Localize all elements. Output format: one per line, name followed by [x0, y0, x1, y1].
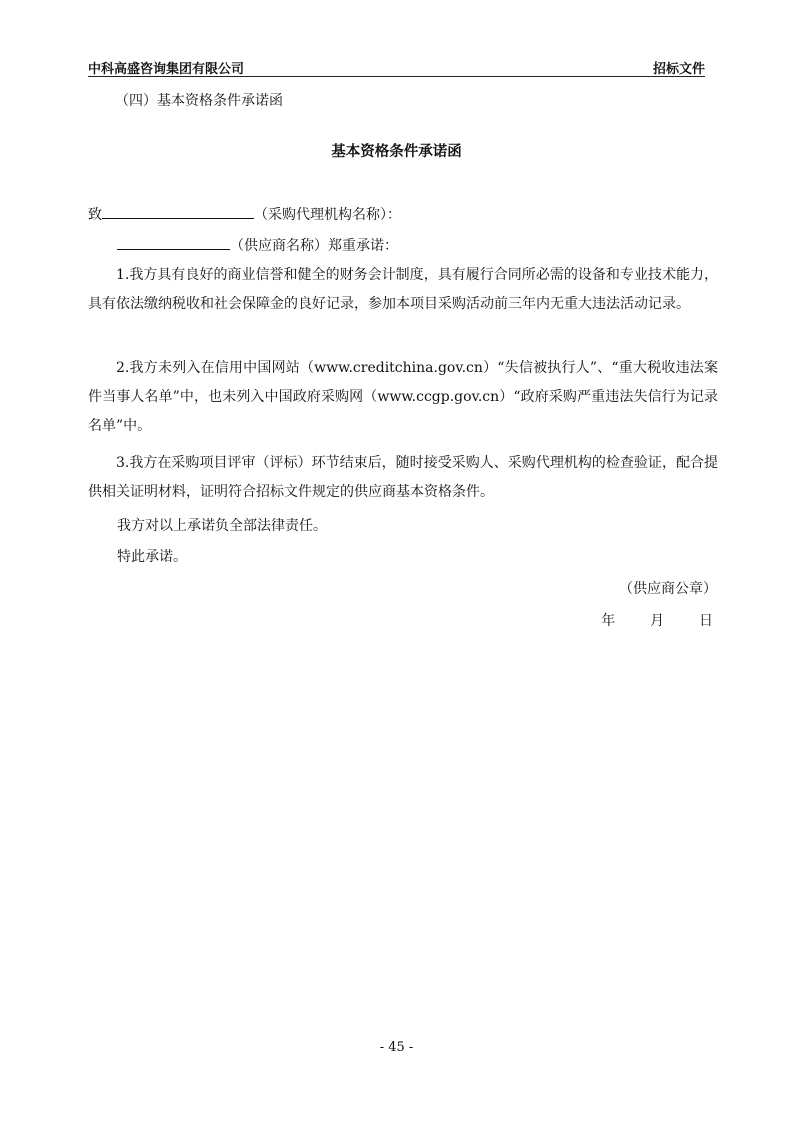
document-title: 基本资格条件承诺函 [331, 144, 462, 160]
addressee-line [88, 204, 401, 224]
date-day: 日 [699, 613, 713, 629]
supplier-name-blank[interactable] [117, 235, 230, 250]
commitment-paragraph-2: 2.我方未列入在信用中国网站（www.creditchina.gov.cn）“失信被执行人”、“重大税收违法案件当事人名单”中，也未列入中国政府采购网（www.ccgp.gov.cn）“政府采购严重违法失信行为记录名单”中。 [88, 360, 718, 434]
page-header [88, 56, 705, 77]
closing-statement: 特此承诺。 [117, 549, 187, 565]
header-doc-type: 招标文件 [652, 62, 705, 77]
date-year: 年 [601, 613, 616, 629]
addressee-suffix: （采购代理机构名称）： [254, 207, 401, 223]
supplier-seal-label: （供应商公章） [619, 581, 717, 597]
date-line [601, 610, 713, 630]
agency-name-blank[interactable] [102, 204, 254, 219]
page-number: - 45 - [379, 1040, 414, 1055]
section-heading: （四）基本资格条件承诺函 [115, 93, 283, 109]
commitment-paragraph-1: 1.我方具有良好的商业信誉和健全的财务会计制度，具有履行合同所必需的设备和专业技术能力，具有依法缴纳税收和社会保障金的良好记录，参加本项目采购活动前三年内无重大违法活动记录。 [88, 267, 718, 312]
date-month: 月 [650, 613, 665, 629]
supplier-line-suffix: （供应商名称）郑重承诺： [230, 238, 398, 254]
commitment-paragraph-3: 3.我方在采购项目评审（评标）环节结束后，随时接受采购人、采购代理机构的检查验证，配合提供相关证明材料，证明符合招标文件规定的供应商基本资格条件。 [88, 455, 718, 500]
supplier-line [117, 235, 398, 255]
addressee-prefix: 致 [88, 207, 102, 223]
header-company: 中科高盛咨询集团有限公司 [88, 62, 245, 77]
liability-statement: 我方对以上承诺负全部法律责任。 [117, 518, 327, 534]
